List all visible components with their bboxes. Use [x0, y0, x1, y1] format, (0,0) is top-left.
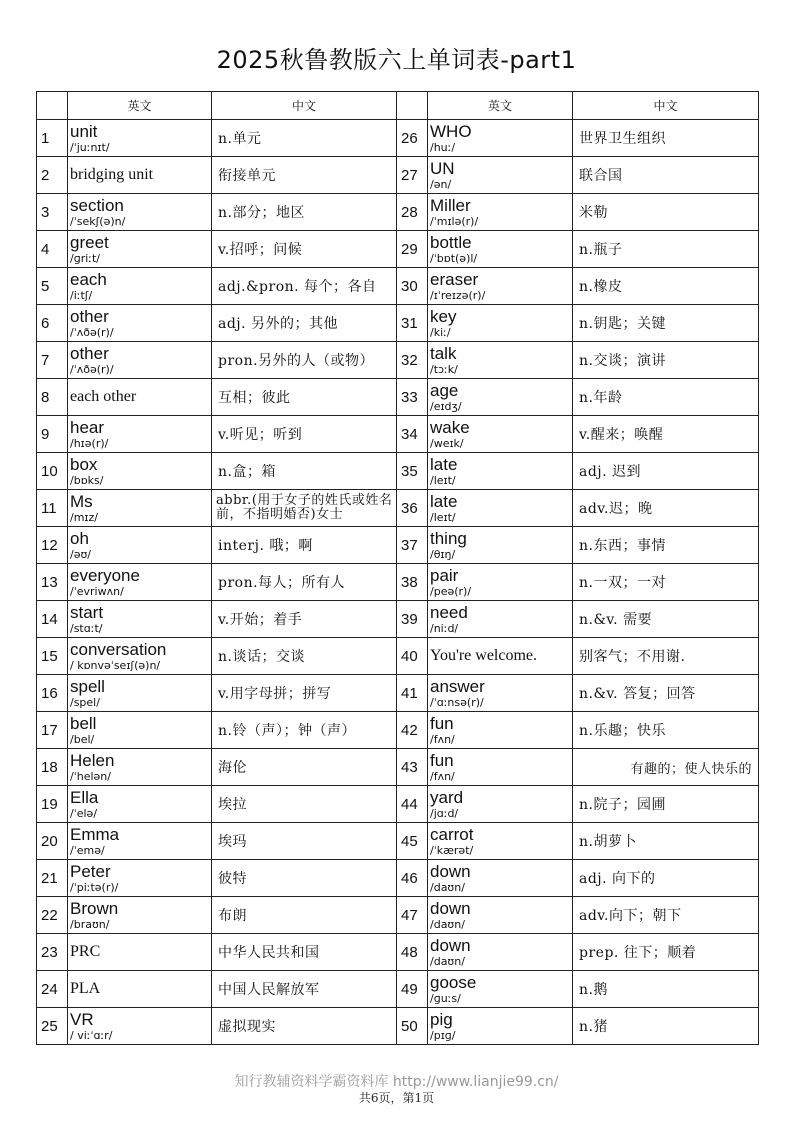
- entry-english-left: [68, 860, 212, 897]
- entry-english-left: [68, 564, 212, 601]
- entry-number-left: 22: [37, 897, 68, 934]
- table-row: [37, 157, 759, 194]
- table-row: [37, 453, 759, 490]
- phonetic: /kiː/: [430, 325, 451, 339]
- entry-chinese-left: 布朗: [212, 897, 397, 934]
- entry-number-left: 17: [37, 712, 68, 749]
- entry-english-right: [428, 786, 573, 823]
- entry-chinese-right: adv.迟；晚: [573, 490, 759, 527]
- entry-chinese-right: adj. 迟到: [573, 453, 759, 490]
- entry-chinese-left: n.铃（声）；钟（声）: [212, 712, 397, 749]
- phonetic: /ɪˈreɪzə(r)/: [430, 288, 486, 302]
- phonetic: /ˈmɪlə(r)/: [430, 214, 479, 228]
- entry-english-left: [68, 194, 212, 231]
- phonetic: /huː/: [430, 140, 456, 154]
- entry-english-right: [428, 527, 573, 564]
- page-title: 2025秋鲁教版六上单词表-part1: [216, 46, 577, 74]
- table-row: [37, 564, 759, 601]
- entry-english-right: [428, 379, 573, 416]
- english-word: down: [430, 935, 471, 955]
- entry-number-right: 34: [397, 416, 428, 453]
- english-word: UN: [430, 158, 455, 178]
- entry-english-right: [428, 453, 573, 490]
- entry-chinese-left: 彼特: [212, 860, 397, 897]
- phonetic: /ˈsekʃ(ə)n/: [70, 214, 126, 228]
- entry-number-right: 33: [397, 379, 428, 416]
- entry-english-left: [68, 120, 212, 157]
- entry-number-right: 36: [397, 490, 428, 527]
- entry-chinese-right: v.醒来；唤醒: [573, 416, 759, 453]
- phonetic: /fʌn/: [430, 732, 455, 746]
- entry-chinese-left: v.用字母拼；拼写: [212, 675, 397, 712]
- english-word: late: [430, 491, 458, 511]
- entry-number-right: 49: [397, 971, 428, 1008]
- english-word: key: [430, 306, 457, 326]
- entry-number-right: 47: [397, 897, 428, 934]
- english-word: box: [70, 454, 98, 474]
- entry-number-right: 50: [397, 1008, 428, 1045]
- english-word: PLA: [70, 980, 101, 997]
- entry-english-right: [428, 860, 573, 897]
- phonetic: /bɒks/: [70, 473, 104, 487]
- english-word: thing: [430, 528, 467, 548]
- entry-chinese-left: 互相；彼此: [212, 379, 397, 416]
- table-row: [37, 601, 759, 638]
- entry-chinese-right: 联合国: [573, 157, 759, 194]
- english-word: VR: [70, 1009, 94, 1029]
- entry-english-right: [428, 305, 573, 342]
- entry-number-left: 14: [37, 601, 68, 638]
- table-row: [37, 749, 759, 786]
- entry-number-left: 9: [37, 416, 68, 453]
- entry-number-left: 4: [37, 231, 68, 268]
- entry-chinese-left: v.听见；听到: [212, 416, 397, 453]
- entry-number-left: 6: [37, 305, 68, 342]
- phonetic: /daʊn/: [430, 917, 465, 931]
- phonetic: /ˈhelən/: [70, 769, 111, 783]
- entry-chinese-left: abbr.(用于女子的姓氏或姓名前，不指明婚否)女士: [212, 490, 397, 527]
- entry-english-right: [428, 934, 573, 971]
- phonetic: /əʊ/: [70, 547, 91, 561]
- phonetic: /mɪz/: [70, 510, 98, 524]
- english-word: Peter: [70, 861, 111, 881]
- entry-chinese-right: adj. 向下的: [573, 860, 759, 897]
- entry-chinese-right: 有趣的；使人快乐的: [573, 749, 759, 786]
- entry-english-left: [68, 934, 212, 971]
- entry-english-right: [428, 231, 573, 268]
- entry-number-right: 44: [397, 786, 428, 823]
- entry-chinese-left: n.单元: [212, 120, 397, 157]
- entry-english-right: [428, 1008, 573, 1045]
- entry-chinese-right: n.瓶子: [573, 231, 759, 268]
- entry-english-right: [428, 490, 573, 527]
- entry-english-left: [68, 305, 212, 342]
- phonetic: /jɑːd/: [430, 806, 459, 820]
- entry-chinese-left: 中国人民解放军: [212, 971, 397, 1008]
- entry-number-right: 31: [397, 305, 428, 342]
- phonetic: /ˈevriwʌn/: [70, 584, 124, 598]
- entry-chinese-right: n.&v. 需要: [573, 601, 759, 638]
- table-row: [37, 416, 759, 453]
- header-number-right: [397, 92, 428, 120]
- entry-english-left: [68, 638, 212, 675]
- english-word: pair: [430, 565, 459, 585]
- entry-english-left: [68, 342, 212, 379]
- table-header-row: [37, 92, 759, 120]
- footer-source: 知行教辅资料学霸资料库 http://www.lianjie99.cn/: [234, 1074, 559, 1090]
- entry-english-left: [68, 527, 212, 564]
- phonetic: /iːtʃ/: [70, 288, 93, 302]
- entry-number-left: 15: [37, 638, 68, 675]
- english-word: start: [70, 602, 104, 622]
- english-word: everyone: [70, 565, 140, 585]
- english-word: PRC: [70, 943, 101, 960]
- entry-chinese-right: 米勒: [573, 194, 759, 231]
- entry-chinese-right: n.猪: [573, 1008, 759, 1045]
- entry-chinese-right: n.院子；园圃: [573, 786, 759, 823]
- english-word: spell: [70, 676, 105, 696]
- english-word: Miller: [430, 195, 471, 215]
- entry-english-right: [428, 712, 573, 749]
- phonetic: /ˈʌðə(r)/: [70, 325, 114, 339]
- table-row: [37, 638, 759, 675]
- english-word: answer: [430, 676, 485, 696]
- entry-english-right: [428, 601, 573, 638]
- table-body: [37, 120, 759, 1045]
- entry-chinese-right: prep. 往下；顺着: [573, 934, 759, 971]
- english-word: talk: [430, 343, 457, 363]
- entry-chinese-right: n.钥匙；关键: [573, 305, 759, 342]
- entry-english-right: [428, 268, 573, 305]
- entry-number-right: 37: [397, 527, 428, 564]
- entry-english-left: [68, 786, 212, 823]
- english-word: wake: [430, 417, 470, 437]
- entry-english-left: [68, 749, 212, 786]
- vocabulary-table: [36, 91, 759, 1045]
- entry-english-left: [68, 971, 212, 1008]
- table-row: [37, 120, 759, 157]
- english-word: Brown: [70, 898, 119, 918]
- entry-number-left: 20: [37, 823, 68, 860]
- header-chinese-right: 中文: [573, 92, 759, 120]
- english-word: fun: [430, 713, 454, 733]
- entry-number-right: 48: [397, 934, 428, 971]
- entry-number-right: 40: [397, 638, 428, 675]
- header-number-left: [37, 92, 68, 120]
- phonetic: /ˈɑːnsə(r)/: [430, 695, 484, 709]
- table-row: [37, 342, 759, 379]
- entry-number-right: 27: [397, 157, 428, 194]
- entry-chinese-left: 海伦: [212, 749, 397, 786]
- phonetic: /ɡriːt/: [70, 251, 100, 265]
- entry-chinese-left: n.盒；箱: [212, 453, 397, 490]
- entry-number-left: 11: [37, 490, 68, 527]
- entry-number-right: 42: [397, 712, 428, 749]
- entry-chinese-left: 中华人民共和国: [212, 934, 397, 971]
- entry-english-left: [68, 416, 212, 453]
- header-english-left: 英文: [68, 92, 212, 120]
- entry-chinese-left: 埃拉: [212, 786, 397, 823]
- entry-number-right: 43: [397, 749, 428, 786]
- phonetic: /ˈbɒt(ə)l/: [430, 251, 478, 265]
- entry-english-left: [68, 268, 212, 305]
- entry-chinese-right: n.东西；事情: [573, 527, 759, 564]
- english-word: late: [430, 454, 458, 474]
- english-word: down: [430, 898, 471, 918]
- entry-english-right: [428, 675, 573, 712]
- entry-english-right: [428, 823, 573, 860]
- entry-number-left: 12: [37, 527, 68, 564]
- table-row: [37, 305, 759, 342]
- entry-english-left: [68, 379, 212, 416]
- entry-english-right: [428, 749, 573, 786]
- entry-english-right: [428, 157, 573, 194]
- entry-english-right: [428, 897, 573, 934]
- phonetic: /leɪt/: [430, 510, 456, 524]
- english-word: other: [70, 343, 109, 363]
- phonetic: /tɔːk/: [430, 362, 458, 376]
- header-chinese-left: 中文: [212, 92, 397, 120]
- entry-english-left: [68, 157, 212, 194]
- phonetic: /fʌn/: [430, 769, 455, 783]
- phonetic: / kɒnvəˈseɪʃ(ə)n/: [70, 658, 161, 672]
- entry-chinese-left: 埃玛: [212, 823, 397, 860]
- entry-english-left: [68, 1008, 212, 1045]
- entry-chinese-right: n.橡皮: [573, 268, 759, 305]
- entry-chinese-left: adj.&pron. 每个；各自: [212, 268, 397, 305]
- entry-number-left: 3: [37, 194, 68, 231]
- table-row: [37, 527, 759, 564]
- entry-number-left: 7: [37, 342, 68, 379]
- phonetic: /braʊn/: [70, 917, 110, 931]
- entry-chinese-right: n.年龄: [573, 379, 759, 416]
- entry-english-left: [68, 823, 212, 860]
- entry-number-right: 28: [397, 194, 428, 231]
- phonetic: /peə(r)/: [430, 584, 472, 598]
- english-word: conversation: [70, 639, 167, 659]
- phonetic: /hɪə(r)/: [70, 436, 109, 450]
- entry-chinese-right: n.一双；一对: [573, 564, 759, 601]
- page-number: 共6页，第1页: [358, 1091, 435, 1105]
- english-word: Emma: [70, 824, 120, 844]
- entry-number-left: 24: [37, 971, 68, 1008]
- english-word: down: [430, 861, 471, 881]
- table-row: [37, 823, 759, 860]
- entry-chinese-left: n.谈话；交谈: [212, 638, 397, 675]
- entry-number-left: 1: [37, 120, 68, 157]
- english-word: bell: [70, 713, 97, 733]
- phonetic: /ˈʌðə(r)/: [70, 362, 114, 376]
- english-word: goose: [430, 972, 477, 992]
- entry-number-left: 23: [37, 934, 68, 971]
- entry-english-right: [428, 194, 573, 231]
- entry-chinese-left: pron.每人；所有人: [212, 564, 397, 601]
- english-word: hear: [70, 417, 105, 437]
- entry-number-right: 41: [397, 675, 428, 712]
- entry-number-right: 30: [397, 268, 428, 305]
- table-row: [37, 934, 759, 971]
- table-row: [37, 675, 759, 712]
- entry-number-left: 25: [37, 1008, 68, 1045]
- entry-chinese-left: pron.另外的人（或物）: [212, 342, 397, 379]
- phonetic: /ˈpiːtə(r)/: [70, 880, 119, 894]
- entry-chinese-left: adj. 另外的；其他: [212, 305, 397, 342]
- english-word: You're welcome.: [430, 647, 538, 664]
- english-word: Helen: [70, 750, 115, 770]
- english-word: WHO: [430, 121, 472, 141]
- english-word: other: [70, 306, 109, 326]
- table-row: [37, 786, 759, 823]
- entry-number-left: 5: [37, 268, 68, 305]
- phonetic: /weɪk/: [430, 436, 464, 450]
- entry-english-left: [68, 712, 212, 749]
- entry-chinese-right: n.鹅: [573, 971, 759, 1008]
- entry-number-left: 10: [37, 453, 68, 490]
- english-word: eraser: [430, 269, 479, 289]
- entry-english-right: [428, 564, 573, 601]
- entry-number-right: 45: [397, 823, 428, 860]
- table-row: [37, 897, 759, 934]
- entry-chinese-right: adv.向下；朝下: [573, 897, 759, 934]
- entry-chinese-left: interj. 哦；啊: [212, 527, 397, 564]
- entry-english-left: [68, 601, 212, 638]
- phonetic: /eɪdʒ/: [430, 399, 462, 413]
- phonetic: /stɑːt/: [70, 621, 103, 635]
- entry-chinese-right: n.乐趣；快乐: [573, 712, 759, 749]
- entry-chinese-left: v.开始；着手: [212, 601, 397, 638]
- english-word: section: [70, 195, 124, 215]
- header-english-right: 英文: [428, 92, 573, 120]
- entry-chinese-left: 虚拟现实: [212, 1008, 397, 1045]
- phonetic: /pɪɡ/: [430, 1028, 456, 1042]
- phonetic: /ˈkærət/: [430, 843, 474, 857]
- entry-chinese-right: n.交谈；演讲: [573, 342, 759, 379]
- english-word: unit: [70, 121, 98, 141]
- entry-number-right: 46: [397, 860, 428, 897]
- phonetic: /daʊn/: [430, 954, 465, 968]
- phonetic: /leɪt/: [430, 473, 456, 487]
- entry-number-left: 19: [37, 786, 68, 823]
- table-row: [37, 379, 759, 416]
- english-word: bridging unit: [70, 166, 154, 183]
- entry-english-left: [68, 453, 212, 490]
- entry-number-left: 2: [37, 157, 68, 194]
- entry-number-right: 35: [397, 453, 428, 490]
- phonetic: /bel/: [70, 732, 95, 746]
- entry-chinese-right: 世界卫生组织: [573, 120, 759, 157]
- entry-english-right: [428, 120, 573, 157]
- phonetic: /ˈelə/: [70, 806, 98, 820]
- entry-chinese-left: 衔接单元: [212, 157, 397, 194]
- entry-english-left: [68, 675, 212, 712]
- phonetic: / viːˈɑːr/: [70, 1028, 113, 1042]
- phonetic: /ˈjuːnɪt/: [70, 140, 110, 154]
- table-row: [37, 1008, 759, 1045]
- english-word: need: [430, 602, 468, 622]
- entry-chinese-right: n.胡萝卜: [573, 823, 759, 860]
- table-row: [37, 860, 759, 897]
- phonetic: /ɡuːs/: [430, 991, 461, 1005]
- entry-chinese-left: n.部分；地区: [212, 194, 397, 231]
- phonetic: /ˈemə/: [70, 843, 105, 857]
- table-row: [37, 231, 759, 268]
- entry-english-right: [428, 416, 573, 453]
- entry-chinese-right: 别客气；不用谢.: [573, 638, 759, 675]
- table-row: [37, 268, 759, 305]
- table-row: [37, 971, 759, 1008]
- entry-chinese-left: v.招呼；问候: [212, 231, 397, 268]
- entry-english-left: [68, 231, 212, 268]
- entry-english-left: [68, 897, 212, 934]
- entry-number-left: 13: [37, 564, 68, 601]
- english-word: carrot: [430, 824, 474, 844]
- entry-number-left: 16: [37, 675, 68, 712]
- table-row: [37, 490, 759, 527]
- entry-number-left: 21: [37, 860, 68, 897]
- entry-english-right: [428, 342, 573, 379]
- english-word: yard: [430, 787, 464, 807]
- entry-chinese-right: n.&v. 答复；回答: [573, 675, 759, 712]
- phonetic: /θɪŋ/: [430, 547, 456, 561]
- table-row: [37, 712, 759, 749]
- english-word: each other: [70, 388, 137, 405]
- entry-number-right: 38: [397, 564, 428, 601]
- phonetic: /niːd/: [430, 621, 459, 635]
- entry-number-right: 29: [397, 231, 428, 268]
- entry-number-left: 8: [37, 379, 68, 416]
- entry-number-right: 39: [397, 601, 428, 638]
- english-word: each: [70, 269, 107, 289]
- english-word: greet: [70, 232, 109, 252]
- entry-english-right: [428, 638, 573, 675]
- entry-english-left: [68, 490, 212, 527]
- table-row: [37, 194, 759, 231]
- phonetic: /daʊn/: [430, 880, 465, 894]
- entry-english-right: [428, 971, 573, 1008]
- english-word: pig: [430, 1009, 453, 1029]
- english-word: Ms: [70, 491, 93, 511]
- phonetic: /ən/: [430, 177, 452, 191]
- entry-number-right: 26: [397, 120, 428, 157]
- phonetic: /spel/: [70, 695, 100, 709]
- english-word: fun: [430, 750, 454, 770]
- english-word: age: [430, 380, 459, 400]
- english-word: Ella: [70, 787, 99, 807]
- entry-number-left: 18: [37, 749, 68, 786]
- english-word: bottle: [430, 232, 472, 252]
- entry-number-right: 32: [397, 342, 428, 379]
- english-word: oh: [70, 528, 89, 548]
